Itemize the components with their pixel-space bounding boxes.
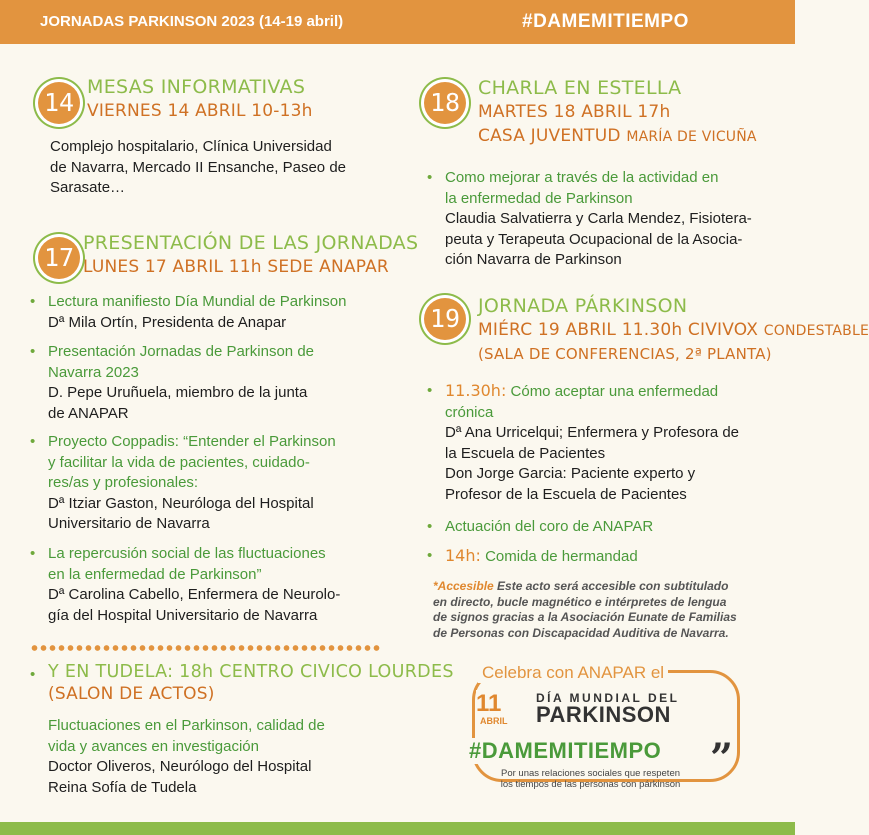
day-19-venue: (SALA DE CONFERENCIAS, 2ª PLANTA) <box>478 345 772 363</box>
quote-icon: ” <box>710 735 734 782</box>
promo-badge <box>440 655 740 805</box>
day-18-venue: CASA JUVENTUD MARÍA DE VICUÑA <box>478 126 757 146</box>
promo-parkinson: PARKINSON <box>536 702 671 727</box>
day-18-badge: 18 <box>424 82 466 124</box>
promo-month: ABRIL <box>480 716 508 726</box>
footer-bar <box>0 822 795 835</box>
day-17-item-3: • Proyecto Coppadis: “Entender el Parkinson y facilitar la vida de pacientes, cuidado- res/as y profesionales: Dª Itziar Gaston, Neuróloga del Hospital Universitario de Navarra <box>30 433 336 532</box>
day-17-item-1: • Lectura manifiesto Día Mundial de Parkinson Dª Mila Ortín, Presidenta de Anapar <box>30 293 347 331</box>
promo-hashtag: #DAMEMITIEMPO <box>465 738 665 764</box>
header-hashtag: #DAMEMITIEMPO <box>522 11 689 32</box>
day-19-subtitle: MIÉRC 19 ABRIL 11.30h CIVIVOX CONDESTABLE <box>478 320 869 340</box>
promo-celebrate: Celebra con ANAPAR el <box>478 663 668 683</box>
tudela-title: Y EN TUDELA: 18h CENTRO CIVICO LOURDES <box>48 662 454 682</box>
accessibility-note: *Accesible Este acto será accesible con subtitulado en directo, bucle magnético e intérpretes de lengua de signos gracias a la Asociación Eunate de Familias de Personas con Discapacidad Auditiva de Navarra. <box>433 579 737 640</box>
header-bar <box>0 0 795 44</box>
day-14-locations: Complejo hospitalario, Clínica Universidad de Navarra, Mercado II Ensanche, Paseo de Sarasate… <box>50 138 347 196</box>
day-18-subtitle: MARTES 18 ABRIL 17h <box>478 102 671 122</box>
day-17-subtitle: LUNES 17 ABRIL 11h SEDE ANAPAR <box>83 257 389 277</box>
promo-day: 11 <box>476 690 502 717</box>
day-14-title: MESAS INFORMATIVAS <box>87 76 306 98</box>
day-14-subtitle: VIERNES 14 ABRIL 10-13h <box>87 101 313 121</box>
day-17-badge: 17 <box>38 237 80 279</box>
promo-subtitle: Por unas relaciones sociales que respeten los tiempos de las personas con párkinson <box>500 768 681 790</box>
dotted-divider <box>30 645 380 651</box>
day-17-item-2: • Presentación Jornadas de Parkinson de Navarra 2023 D. Pepe Uruñuela, miembro de la junta de ANAPAR <box>30 343 315 422</box>
header-title: JORNADAS PARKINSON 2023 (14-19 abril) <box>40 13 344 30</box>
day-19-item-3: • 14h: Comida de hermandad <box>427 546 638 565</box>
day-19-badge: 19 <box>424 298 466 340</box>
day-19-item-2: • Actuación del coro de ANAPAR <box>427 518 654 535</box>
day-18-item: • Como mejorar a través de la actividad en la enfermedad de Parkinson Claudia Salvatierra y Carla Mendez, Fisiotera- peuta y Terapeuta Ocupacional de la Asocia- ción Navarra de Parkinson <box>427 169 752 268</box>
day-19-title: JORNADA PÁRKINSON <box>478 295 688 317</box>
day-17-item-4: • La repercusión social de las fluctuaciones en la enfermedad de Parkinson” Dª Carolina Cabello, Enfermera de Neurolo- gía del Hospital Universitario de Navarra <box>30 545 341 624</box>
day-14-badge: 14 <box>38 82 80 124</box>
day-19-item-1: • 11.30h: Cómo aceptar una enfermedad crónica Dª Ana Urricelqui; Enfermera y Profesora de la Escuela de Pacientes Don Jorge Garcia: Paciente experto y Profesor de la Escuela de Pacientes <box>427 381 740 503</box>
promo-world-day: DÍA MUNDIAL DEL <box>536 691 680 705</box>
day-17-title: PRESENTACIÓN DE LAS JORNADAS <box>83 232 419 254</box>
tudela-talk: Fluctuaciones en el Parkinson, calidad de vida y avances en investigación Doctor Oliveros, Neurólogo del Hospital Reina Sofía de Tudela <box>48 717 325 796</box>
tudela-subtitle: (SALON DE ACTOS) <box>48 684 215 704</box>
day-18-title: CHARLA EN ESTELLA <box>478 77 682 99</box>
